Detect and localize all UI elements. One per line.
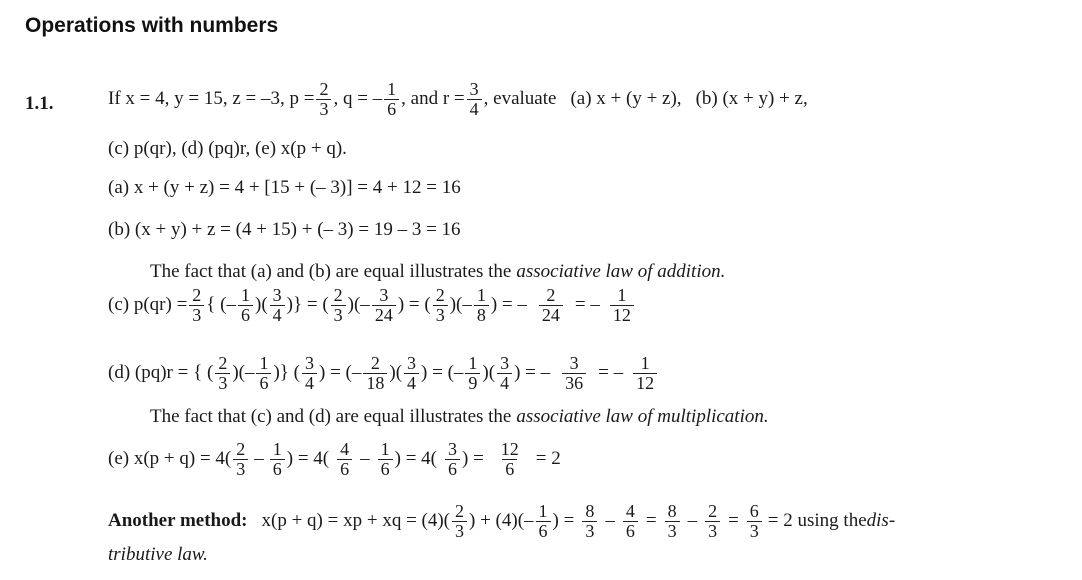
- problem-number: 1.1.: [25, 93, 54, 114]
- fraction: [378, 440, 393, 479]
- fraction-denominator: 6: [256, 373, 271, 393]
- statement-part-b: (b) (x + y) + z,: [695, 88, 808, 110]
- fraction-numerator: 2: [236, 439, 246, 459]
- another-text: =: [728, 510, 739, 532]
- statement-q-text: , q = –: [333, 88, 383, 110]
- fraction: [270, 440, 285, 479]
- another-method-line-2: tributive law.: [108, 544, 208, 565]
- fraction: [433, 286, 448, 325]
- note-text: The fact that (c) and (d) are equal illustrates the: [150, 406, 512, 427]
- fraction: [474, 286, 489, 325]
- fraction-numerator: 2: [333, 285, 343, 305]
- fraction-denominator: 4: [270, 305, 285, 325]
- sol-e-text: –: [360, 448, 370, 470]
- fraction-denominator: 3: [582, 521, 597, 541]
- fraction: [562, 354, 586, 393]
- fraction-numerator: 8: [585, 501, 595, 521]
- fraction-denominator: 3: [433, 305, 448, 325]
- fraction-numerator: 1: [640, 353, 650, 373]
- fraction-numerator: 12: [500, 439, 519, 459]
- fraction: [747, 502, 762, 541]
- fraction-denominator: 8: [474, 305, 489, 325]
- fraction-denominator: 6: [337, 459, 352, 479]
- fraction-numerator: 4: [340, 439, 350, 459]
- another-text: =: [645, 510, 657, 532]
- fraction-numerator: 1: [380, 439, 390, 459]
- fraction: [372, 286, 396, 325]
- fraction-denominator: 6: [445, 459, 460, 479]
- fraction-numerator: 3: [469, 79, 479, 99]
- fraction-denominator: 4: [467, 99, 482, 119]
- fraction-denominator: 6: [536, 521, 551, 541]
- fraction-denominator: 4: [497, 373, 512, 393]
- sol-c-text: )(: [255, 294, 268, 316]
- fraction: [465, 354, 480, 393]
- sol-c-text: ) = –: [490, 294, 527, 316]
- fraction-numerator: 8: [667, 501, 677, 521]
- note-emphasis: associative law of multiplication.: [516, 406, 769, 427]
- fraction: [189, 286, 204, 325]
- sol-e-text: ) = 4(: [394, 448, 437, 470]
- fraction-numerator: 1: [259, 353, 269, 373]
- fraction: [270, 286, 285, 325]
- fraction: [331, 286, 346, 325]
- fraction-numerator: 1: [272, 439, 282, 459]
- fraction-numerator: 1: [468, 353, 478, 373]
- fraction: [452, 502, 467, 541]
- fraction-numerator: 1: [538, 501, 548, 521]
- fraction-numerator: 3: [407, 353, 417, 373]
- fraction-denominator: 6: [623, 521, 638, 541]
- solution-e: [108, 440, 561, 479]
- section-heading: Operations with numbers: [25, 14, 279, 37]
- fraction: [633, 354, 657, 393]
- sol-c-label: (c) p(qr) =: [108, 294, 188, 316]
- fraction-p: [316, 80, 331, 119]
- sol-e-text: –: [254, 448, 264, 470]
- fraction: [536, 502, 551, 541]
- fraction-numerator: 2: [370, 353, 380, 373]
- fraction-denominator: 12: [633, 373, 657, 393]
- fraction-q: [384, 80, 399, 119]
- associative-addition-note: [150, 261, 725, 283]
- fraction: [498, 440, 522, 479]
- fraction-numerator: 2: [435, 285, 445, 305]
- solution-d: [108, 354, 659, 393]
- fraction-numerator: 3: [305, 353, 314, 373]
- sol-d-text: = –: [598, 362, 624, 384]
- fraction: [256, 354, 271, 393]
- fraction-denominator: 6: [502, 459, 517, 479]
- fraction-numerator: 3: [448, 439, 457, 459]
- fraction-numerator: 2: [192, 285, 202, 305]
- fraction: [445, 440, 460, 479]
- fraction-denominator: 6: [378, 459, 393, 479]
- fraction-denominator: 6: [238, 305, 253, 325]
- note-emphasis: associative law of addition.: [516, 261, 726, 282]
- fraction: [233, 440, 248, 479]
- fraction-denominator: 24: [539, 305, 563, 325]
- another-method-label: Another method:: [108, 510, 248, 532]
- another-text-italic: dis-: [866, 510, 896, 532]
- sol-c-text: = –: [574, 294, 600, 316]
- fraction-r: [467, 80, 482, 119]
- fraction-denominator: 6: [384, 99, 399, 119]
- fraction: [705, 502, 720, 541]
- solution-b: (b) (x + y) + z = (4 + 15) + (– 3) = 19 – 3 = 16: [108, 219, 461, 240]
- fraction: [337, 440, 352, 479]
- another-text: ) + (4)(–: [469, 510, 534, 532]
- fraction-denominator: 3: [233, 459, 248, 479]
- fraction-denominator: 3: [316, 99, 331, 119]
- sol-d-text: ) = (–: [421, 362, 464, 384]
- fraction-denominator: 36: [562, 373, 586, 393]
- sol-e-text: ) =: [462, 448, 484, 470]
- fraction-denominator: 4: [404, 373, 419, 393]
- fraction-numerator: 2: [455, 501, 465, 521]
- sol-d-text: )} (: [273, 362, 300, 384]
- fraction-denominator: 3: [747, 521, 762, 541]
- sol-c-text: { (–: [206, 294, 236, 316]
- another-text: –: [605, 510, 615, 532]
- sol-d-text: ) = (–: [319, 362, 362, 384]
- fraction: [539, 286, 563, 325]
- another-text: x(p + q) = xp + xq = (4)(: [261, 510, 451, 532]
- statement-r-text: , and r =: [401, 88, 465, 110]
- fraction-numerator: 2: [218, 353, 228, 373]
- fraction: [582, 502, 597, 541]
- note-text: The fact that (a) and (b) are equal illustrates the: [150, 261, 512, 282]
- sol-c-text: )} = (: [286, 294, 329, 316]
- sol-e-label: (e) x(p + q) = 4(: [108, 448, 232, 470]
- fraction-denominator: 3: [189, 305, 204, 325]
- fraction-numerator: 2: [319, 79, 329, 99]
- sol-d-text: ) = –: [514, 362, 551, 384]
- problem-statement-line-1: [108, 80, 808, 119]
- sol-c-text: )(–: [347, 294, 370, 316]
- fraction: [238, 286, 253, 325]
- fraction: [302, 354, 317, 393]
- fraction-denominator: 3: [215, 373, 230, 393]
- problem-statement-line-2: (c) p(qr), (d) (pq)r, (e) x(p + q).: [108, 138, 347, 159]
- fraction: [610, 286, 634, 325]
- fraction-denominator: 9: [465, 373, 480, 393]
- statement-if-text: If x = 4, y = 15, z = –3, p =: [108, 88, 315, 110]
- fraction-numerator: 1: [617, 285, 627, 305]
- solution-c: [108, 286, 636, 325]
- fraction-numerator: 6: [749, 501, 759, 521]
- fraction: [623, 502, 638, 541]
- fraction-numerator: 1: [476, 285, 486, 305]
- another-method-line: [108, 502, 895, 541]
- fraction: [497, 354, 512, 393]
- fraction-numerator: 3: [379, 285, 389, 305]
- fraction-numerator: 1: [387, 79, 397, 99]
- fraction-numerator: 3: [272, 285, 282, 305]
- fraction: [665, 502, 680, 541]
- fraction-denominator: 3: [331, 305, 346, 325]
- solution-a: (a) x + (y + z) = 4 + [15 + (– 3)] = 4 + 12 = 16: [108, 177, 461, 198]
- fraction-denominator: 6: [270, 459, 285, 479]
- associative-multiplication-note: [150, 406, 769, 428]
- fraction-numerator: 3: [569, 353, 579, 373]
- sol-c-text: ) = (: [397, 294, 431, 316]
- sol-c-text: )(–: [449, 294, 472, 316]
- fraction-numerator: 1: [241, 285, 250, 305]
- statement-evaluate-text: , evaluate: [483, 88, 557, 110]
- statement-part-a: (a) x + (y + z),: [570, 88, 682, 110]
- fraction-denominator: 18: [363, 373, 387, 393]
- fraction-numerator: 2: [546, 285, 556, 305]
- sol-d-text: )(: [389, 362, 403, 384]
- fraction-denominator: 4: [302, 373, 317, 393]
- fraction-denominator: 3: [665, 521, 680, 541]
- fraction: [363, 354, 387, 393]
- fraction-denominator: 3: [452, 521, 467, 541]
- sol-e-text: = 2: [535, 448, 561, 470]
- fraction-denominator: 24: [372, 305, 396, 325]
- fraction-denominator: 12: [610, 305, 634, 325]
- fraction-numerator: 3: [500, 353, 510, 373]
- sol-d-label: (d) (pq)r = { (: [108, 362, 214, 384]
- sol-d-text: )(: [482, 362, 496, 384]
- fraction-numerator: 2: [708, 501, 718, 521]
- another-text: –: [687, 510, 698, 532]
- sol-e-text: ) = 4(: [286, 448, 330, 470]
- fraction-numerator: 4: [625, 501, 635, 521]
- sol-d-text: )(–: [232, 362, 255, 384]
- another-text: = 2 using the: [767, 510, 867, 532]
- fraction: [215, 354, 230, 393]
- another-text: ) =: [552, 510, 575, 532]
- fraction-denominator: 3: [705, 521, 720, 541]
- fraction: [404, 354, 419, 393]
